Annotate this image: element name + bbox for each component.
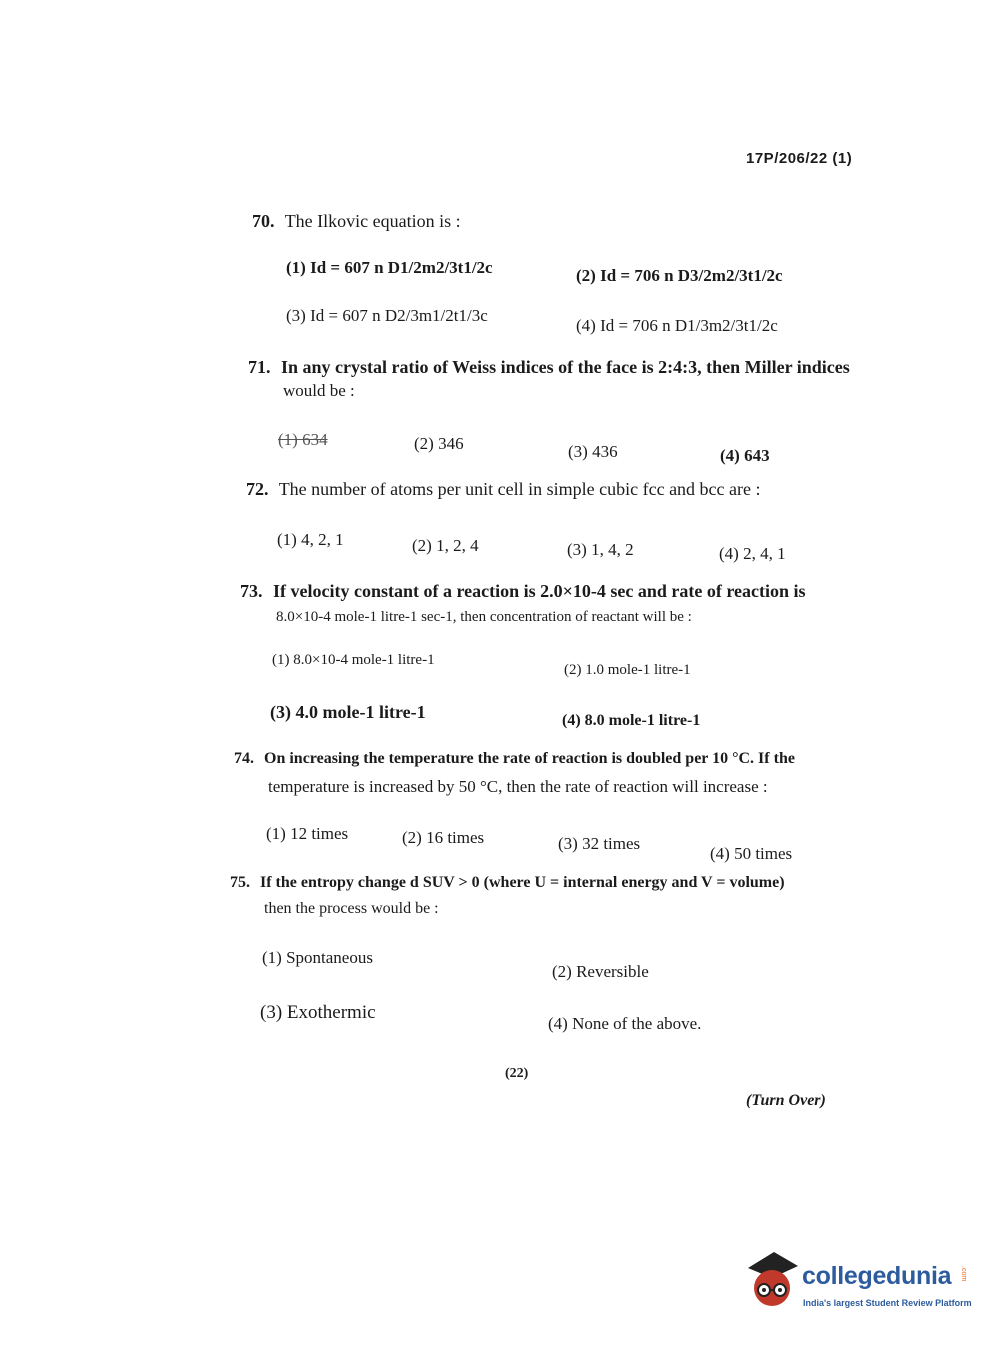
option-72-4: (4) 2, 4, 1	[719, 544, 786, 563]
option-74-1: (1) 12 times	[266, 824, 349, 843]
question-text-line1: In any crystal ratio of Weiss indices of the face is 2:4:3, then Miller indices	[281, 357, 850, 377]
question-70	[252, 210, 461, 232]
option-72-3: (3) 1, 4, 2	[567, 540, 634, 559]
question-number: 75.	[230, 874, 250, 891]
question-text-line1: On increasing the temperature the rate of reaction is doubled per 10 °C. If the	[264, 750, 795, 767]
option-71-3: (3) 436	[568, 442, 618, 461]
question-73	[240, 580, 870, 602]
question-71-line2: would be :	[283, 381, 355, 400]
option-72-2: (2) 1, 2, 4	[412, 536, 479, 555]
question-71	[248, 356, 868, 378]
option-73-1: (1) 8.0×10-4 mole-1 litre-1	[272, 652, 435, 668]
question-text: The number of atoms per unit cell in simple cubic fcc and bcc are :	[278, 479, 761, 499]
option-73-2: (2) 1.0 mole-1 litre-1	[564, 662, 691, 678]
option-70-3: (3) Id = 607 n D2/3m1/2t1/3c	[286, 306, 488, 325]
option-75-3: (3) Exothermic	[260, 1002, 376, 1023]
option-70-2: (2) Id = 706 n D3/2m2/3t1/2c	[576, 266, 783, 285]
collegedunia-logo	[744, 1248, 974, 1318]
mascot-icon	[744, 1248, 800, 1310]
option-74-2: (2) 16 times	[402, 828, 485, 847]
question-75-line2: then the process would be :	[264, 900, 439, 917]
option-75-1: (1) Spontaneous	[262, 948, 373, 967]
brand-suffix: .com	[960, 1266, 967, 1282]
option-70-1: (1) Id = 607 n D1/2m2/3t1/2c	[286, 258, 493, 277]
question-74	[234, 748, 874, 770]
option-75-4: (4) None of the above.	[548, 1014, 702, 1033]
option-75-2: (2) Reversible	[552, 962, 649, 981]
turn-over-label: (Turn Over)	[746, 1092, 826, 1109]
question-text: The Ilkovic equation is :	[284, 211, 461, 231]
option-71-2: (2) 346	[414, 434, 464, 453]
question-number: 70.	[252, 211, 275, 231]
option-70-4: (4) Id = 706 n D1/3m2/3t1/2c	[576, 316, 778, 335]
question-number: 74.	[234, 750, 254, 767]
brand-tagline: India's largest Student Review Platform	[803, 1298, 972, 1308]
question-72	[246, 478, 761, 500]
option-74-4: (4) 50 times	[710, 844, 793, 863]
option-74-3: (3) 32 times	[558, 834, 641, 853]
question-74-line2: temperature is increased by 50 °C, then the rate of reaction will increase :	[268, 777, 768, 796]
option-71-4: (4) 643	[720, 446, 770, 465]
question-75	[230, 872, 870, 894]
question-number: 72.	[246, 479, 269, 499]
question-number: 73.	[240, 581, 263, 601]
question-73-line2: 8.0×10-4 mole-1 litre-1 sec-1, then concentration of reactant will be :	[276, 609, 692, 625]
option-73-4: (4) 8.0 mole-1 litre-1	[562, 712, 701, 729]
option-72-1: (1) 4, 2, 1	[277, 530, 344, 549]
option-71-1: (1) 634	[278, 430, 328, 449]
brand-name: collegedunia	[802, 1262, 952, 1290]
page-number: (22)	[505, 1066, 529, 1081]
question-text-line1: If velocity constant of a reaction is 2.0×10-4 sec and rate of reaction is	[273, 581, 806, 601]
question-text-line1: If the entropy change d SUV > 0 (where U = internal energy and V = volume)	[260, 874, 785, 891]
question-number: 71.	[248, 357, 271, 377]
option-73-3: (3) 4.0 mole-1 litre-1	[270, 702, 426, 722]
paper-code: 17P/206/22 (1)	[746, 150, 853, 167]
